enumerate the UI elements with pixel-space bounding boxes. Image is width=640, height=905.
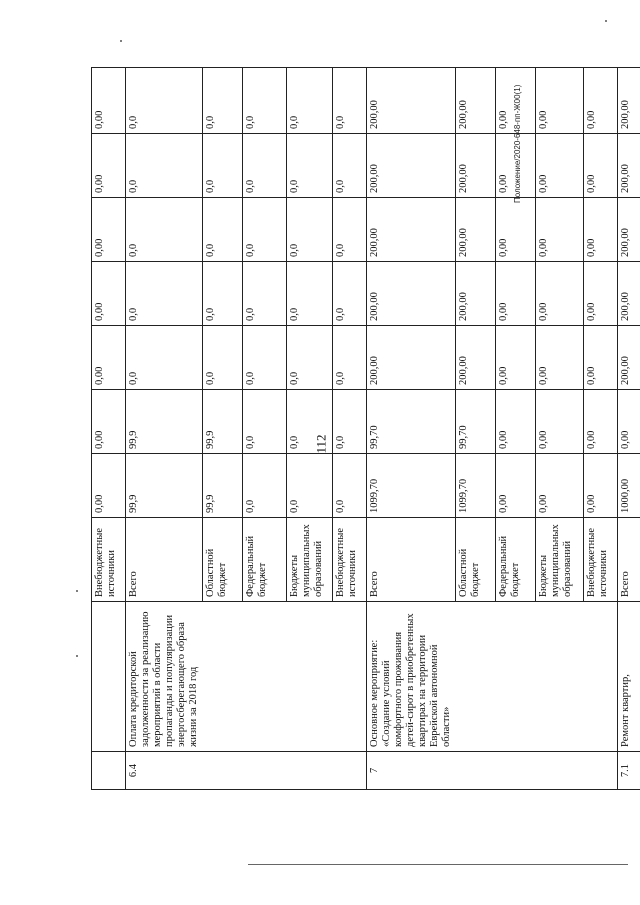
amount-cell: 99,9 — [126, 390, 203, 454]
amount-cell: 1000,00 — [617, 454, 640, 518]
row-number-cell: 6.4 — [126, 752, 203, 790]
amount-cell: 0,0 — [202, 134, 242, 198]
funding-source-cell: Областной бюджет — [455, 518, 495, 602]
amount-cell: 99,70 — [366, 390, 455, 454]
table-row — [535, 68, 583, 790]
amount-cell: 0,00 — [583, 198, 617, 262]
table-body — [92, 68, 640, 790]
amount-cell: 0,00 — [583, 68, 617, 134]
amount-cell: 0,00 — [92, 326, 126, 390]
budget-table-page — [91, 68, 631, 790]
amount-cell: 1099,70 — [455, 454, 495, 518]
amount-cell: 0,00 — [92, 262, 126, 326]
amount-cell: 0,00 — [495, 68, 535, 134]
table-row — [583, 68, 617, 790]
scan-speck — [120, 40, 122, 42]
amount-cell: 0,00 — [535, 198, 583, 262]
amount-cell: 0,00 — [495, 326, 535, 390]
amount-cell: 0,0 — [202, 198, 242, 262]
amount-cell: 0,0 — [202, 262, 242, 326]
amount-cell: 0,0 — [126, 326, 203, 390]
row-number-cell: 7.1 — [617, 752, 640, 790]
amount-cell: 0,00 — [583, 326, 617, 390]
scan-speck — [605, 20, 607, 22]
amount-cell: 0,00 — [92, 390, 126, 454]
row-number-cell — [583, 752, 617, 790]
budget-table — [91, 67, 640, 790]
amount-cell: 0,0 — [202, 326, 242, 390]
amount-cell: 0,00 — [495, 198, 535, 262]
row-number-cell — [332, 752, 366, 790]
amount-cell: 200,00 — [455, 326, 495, 390]
amount-cell: 0,00 — [535, 134, 583, 198]
amount-cell: 0,0 — [286, 454, 332, 518]
amount-cell: 0,0 — [332, 326, 366, 390]
amount-cell: 0,00 — [583, 134, 617, 198]
event-name-cell — [332, 602, 366, 752]
amount-cell: 0,00 — [535, 68, 583, 134]
amount-cell: 0,00 — [535, 390, 583, 454]
table-row — [455, 68, 495, 790]
event-name-cell — [202, 602, 242, 752]
funding-source-cell: Областной бюджет — [202, 518, 242, 602]
document-code: Положение/2020-648-пп-Ж00(1) — [513, 84, 522, 203]
event-name-cell — [535, 602, 583, 752]
amount-cell: 0,0 — [332, 134, 366, 198]
amount-cell: 0,0 — [332, 198, 366, 262]
event-name-cell: Основное мероприятие: «Создание условий комфортного проживания детей-сирот в приобретенных квартирах на территории Еврейской автономной области» — [366, 602, 455, 752]
amount-cell: 200,00 — [455, 68, 495, 134]
row-number-cell — [535, 752, 583, 790]
table-row — [202, 68, 242, 790]
event-name-cell — [242, 602, 286, 752]
row-number-cell — [286, 752, 332, 790]
amount-cell: 200,00 — [366, 198, 455, 262]
amount-cell: 200,00 — [455, 198, 495, 262]
amount-cell: 0,0 — [242, 454, 286, 518]
funding-source-cell: Бюджеты муниципальных образований — [535, 518, 583, 602]
amount-cell: 0,0 — [126, 262, 203, 326]
row-number-cell — [495, 752, 535, 790]
table-row — [126, 68, 203, 790]
amount-cell: 200,00 — [617, 68, 640, 134]
table-row — [617, 68, 640, 790]
funding-source-cell: Всего — [617, 518, 640, 602]
amount-cell: 0,00 — [583, 390, 617, 454]
amount-cell: 0,00 — [583, 262, 617, 326]
amount-cell: 0,0 — [286, 68, 332, 134]
amount-cell: 0,00 — [92, 134, 126, 198]
amount-cell: 99,70 — [455, 390, 495, 454]
event-name-cell: Оплата кредиторской задолженности за реализацию мероприятий в области пропаганды и популяризации энергосберегающего образа жизни за 2018 год — [126, 602, 203, 752]
amount-cell: 0,00 — [617, 390, 640, 454]
amount-cell: 0,0 — [202, 68, 242, 134]
table-row — [286, 68, 332, 790]
amount-cell: 0,00 — [495, 262, 535, 326]
amount-cell: 0,0 — [242, 68, 286, 134]
amount-cell: 200,00 — [617, 326, 640, 390]
amount-cell: 99,9 — [202, 454, 242, 518]
amount-cell: 0,00 — [495, 454, 535, 518]
amount-cell: 99,9 — [202, 390, 242, 454]
event-name-cell — [495, 602, 535, 752]
amount-cell: 200,00 — [366, 134, 455, 198]
event-name-cell — [286, 602, 332, 752]
amount-cell: 0,0 — [242, 390, 286, 454]
amount-cell: 0,0 — [286, 326, 332, 390]
amount-cell: 0,0 — [242, 134, 286, 198]
amount-cell: 200,00 — [366, 326, 455, 390]
amount-cell: 1099,70 — [366, 454, 455, 518]
amount-cell: 200,00 — [455, 262, 495, 326]
table-row — [92, 68, 126, 790]
amount-cell: 0,0 — [126, 68, 203, 134]
amount-cell: 0,00 — [495, 390, 535, 454]
row-number-cell — [92, 752, 126, 790]
amount-cell: 0,00 — [535, 326, 583, 390]
amount-cell: 200,00 — [617, 198, 640, 262]
amount-cell: 0,0 — [332, 390, 366, 454]
row-number-cell — [202, 752, 242, 790]
table-row — [242, 68, 286, 790]
table-row — [366, 68, 455, 790]
page-number: 112 — [313, 434, 329, 454]
amount-cell: 0,00 — [92, 198, 126, 262]
amount-cell: 200,00 — [366, 262, 455, 326]
amount-cell: 0,0 — [332, 262, 366, 326]
amount-cell: 0,0 — [332, 454, 366, 518]
amount-cell: 0,00 — [535, 454, 583, 518]
row-number-cell: 7 — [366, 752, 455, 790]
amount-cell: 0,0 — [332, 68, 366, 134]
amount-cell: 0,0 — [126, 198, 203, 262]
amount-cell: 0,00 — [583, 454, 617, 518]
amount-cell: 0,0 — [286, 134, 332, 198]
event-name-cell — [583, 602, 617, 752]
amount-cell: 200,00 — [366, 68, 455, 134]
amount-cell: 200,00 — [455, 134, 495, 198]
amount-cell: 0,00 — [92, 454, 126, 518]
event-name-cell: Ремонт квартир, — [617, 602, 640, 752]
amount-cell: 200,00 — [617, 134, 640, 198]
funding-source-cell: Внебюджетные источники — [332, 518, 366, 602]
scan-speck — [76, 590, 78, 592]
amount-cell: 200,00 — [617, 262, 640, 326]
amount-cell: 0,0 — [242, 326, 286, 390]
amount-cell: 0,0 — [126, 134, 203, 198]
amount-cell: 0,00 — [535, 262, 583, 326]
funding-source-cell: Внебюджетные источники — [583, 518, 617, 602]
table-row — [332, 68, 366, 790]
funding-source-cell: Федеральный бюджет — [242, 518, 286, 602]
funding-source-cell: Внебюджетные источники — [92, 518, 126, 602]
amount-cell: 0,0 — [286, 198, 332, 262]
row-number-cell — [242, 752, 286, 790]
row-number-cell — [455, 752, 495, 790]
funding-source-cell: Всего — [366, 518, 455, 602]
funding-source-cell: Федеральный бюджет — [495, 518, 535, 602]
amount-cell: 0,0 — [242, 262, 286, 326]
amount-cell: 0,00 — [92, 68, 126, 134]
bottom-rule — [248, 864, 628, 865]
amount-cell: 0,0 — [286, 390, 332, 454]
amount-cell: 0,0 — [242, 198, 286, 262]
amount-cell: 0,0 — [286, 262, 332, 326]
amount-cell: 99,9 — [126, 454, 203, 518]
event-name-cell — [455, 602, 495, 752]
amount-cell: 0,00 — [495, 134, 535, 198]
scan-speck — [76, 655, 78, 657]
event-name-cell — [92, 602, 126, 752]
funding-source-cell: Всего — [126, 518, 203, 602]
funding-source-cell: Бюджеты муниципальных образований — [286, 518, 332, 602]
